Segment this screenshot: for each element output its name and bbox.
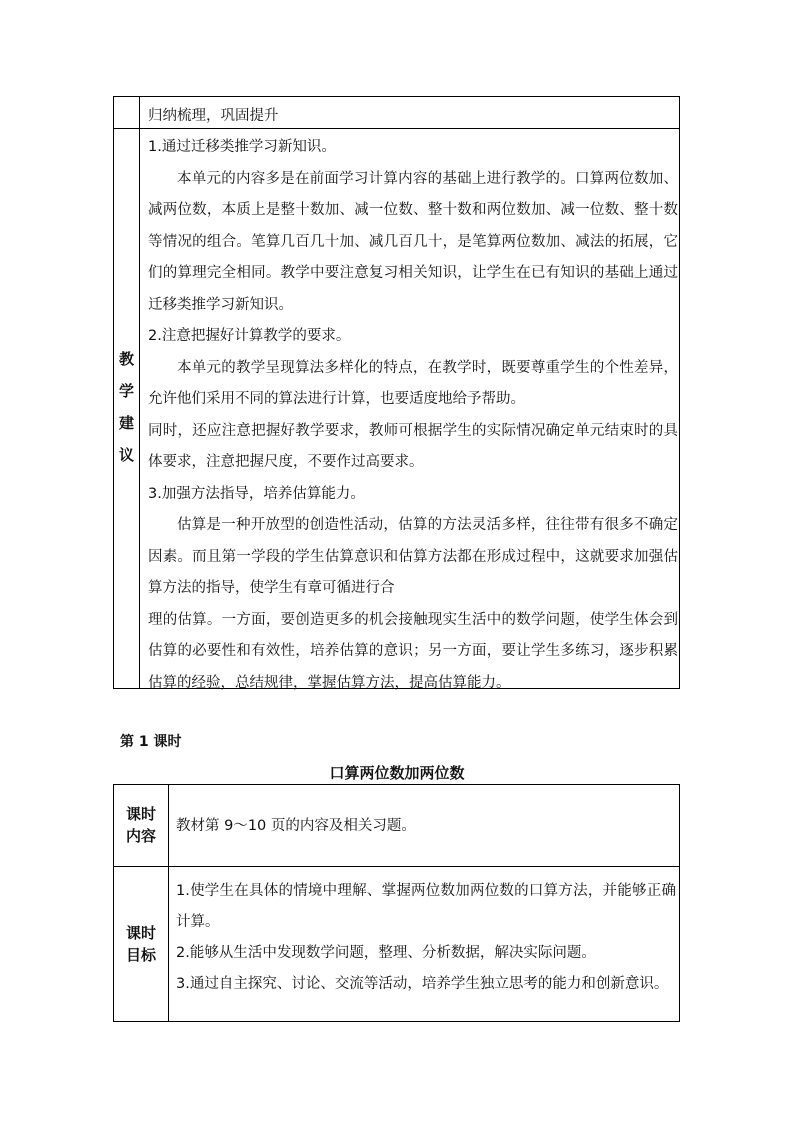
column-divider: [139, 97, 140, 688]
label-char: 学: [118, 382, 134, 400]
suggestion-paragraph: 2.注意把握好计算教学的要求。: [148, 328, 351, 344]
lesson-objectives-label: [114, 922, 168, 966]
lesson-number-heading: 第 1 课时: [120, 734, 182, 750]
label-line: 目标: [125, 946, 156, 964]
lesson-plan-table: [113, 784, 680, 1022]
suggestion-paragraph: 1.通过迁移类推学习新知识。: [148, 139, 336, 155]
row-divider: [114, 866, 679, 867]
objective-item: 1.使学生在具体的情境中理解、掌握两位数加两位数的口算方法，并能够正确计算。: [176, 883, 676, 930]
suggestion-paragraph: 3.加强方法指导，培养估算能力。: [148, 485, 365, 502]
summary-row: [114, 97, 679, 129]
label-char: 议: [118, 446, 134, 464]
objective-item: 3.通过自主探究、讨论、交流等活动，培养学生独立思考的能力和创新意识。: [176, 976, 669, 992]
teaching-suggestions-table: [113, 96, 680, 689]
teaching-suggestions-label: [114, 343, 139, 471]
lesson-content-label: [114, 803, 168, 847]
label-line: 内容: [125, 827, 156, 845]
lesson-title: 口算两位数加两位数: [329, 764, 465, 782]
lesson-objectives-list: [176, 876, 676, 1000]
teaching-suggestions-content: [148, 132, 678, 699]
label-char: 建: [118, 414, 134, 432]
column-divider: [168, 785, 169, 1021]
suggestion-paragraph: 本单元的内容多是在前面学习计算内容的基础上进行教学的。口算两位数加、减两位数，本质上是整十数加、减一位数、整十数和两位数加、减一位数、整十数等情况的组合。笔算几百几十加、减几百几十，是笔算两位数加、减法的拓展，它们的算理完全相同。教学中要注意复习相关知识，让学生在已有知识的基础上通过迁移类推学习新知识。: [148, 170, 678, 313]
summary-row-text: 归纳梳理，巩固提升: [148, 108, 279, 124]
suggestion-paragraph: 估算是一种开放型的创造性活动，估算的方法灵活多样，往往带有很多不确定因素。而且第一学段的学生估算意识和估算方法都在形成过程中，这就要求加强估算方法的指导，使学生有章可循进行合: [148, 517, 678, 596]
label-line: 课时: [125, 805, 156, 823]
label-line: 课时: [125, 924, 156, 942]
objective-item: 2.能够从生活中发现数学问题，整理、分析数据，解决实际问题。: [176, 945, 596, 961]
suggestion-paragraph: 本单元的教学呈现算法多样化的特点，在教学时，既要尊重学生的个性差异，允许他们采用不同的算法进行计算，也要适度地给予帮助。: [148, 359, 678, 407]
lesson-content-text: 教材第 9～10 页的内容及相关习题。: [176, 818, 416, 834]
label-char: 教: [118, 350, 134, 368]
suggestion-paragraph: 同时，还应注意把握好教学要求，教师可根据学生的实际情况确定单元结束时的具体要求，注意把握尺度，不要作过高要求。: [148, 422, 678, 470]
suggestion-paragraph: 理的估算。一方面，要创造更多的机会接触现实生活中的数学问题，使学生体会到估算的必要性和有效性，培养估算的意识；另一方面，要让学生多练习，逐步积累估算的经验，总结规律，掌握估算方法，提高估算能力。: [148, 611, 678, 691]
